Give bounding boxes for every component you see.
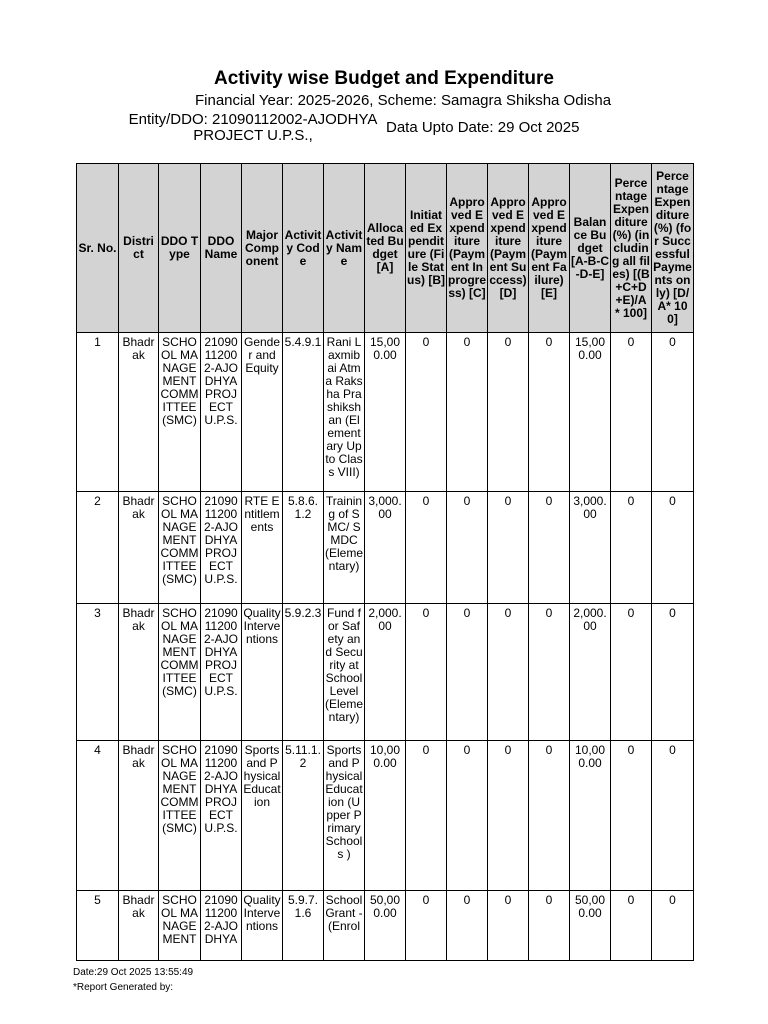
table-cell: 0 bbox=[652, 333, 694, 492]
table-cell: Bhadrak bbox=[119, 891, 159, 961]
table-row bbox=[77, 492, 694, 604]
data-upto-date: Data Upto Date: 29 Oct 2025 bbox=[386, 119, 580, 136]
table-cell: 10,000.00 bbox=[365, 741, 406, 891]
table-cell: 5 bbox=[77, 891, 119, 961]
table-cell: RTE Entitlements bbox=[242, 492, 283, 604]
report-title: Activity wise Budget and Expenditure bbox=[214, 68, 554, 89]
table-cell: 0 bbox=[529, 741, 570, 891]
column-header: Approved Expenditure (Payment Success) [D] bbox=[488, 164, 529, 333]
table-cell: 21090112002-AJODHYA bbox=[201, 891, 242, 961]
table-cell: 5.9.2.3 bbox=[283, 604, 324, 741]
table-cell: 0 bbox=[447, 604, 488, 741]
table-cell: 2 bbox=[77, 492, 119, 604]
column-header: Approved Expenditure (Payment In progress) [C] bbox=[447, 164, 488, 333]
table-cell: 0 bbox=[529, 604, 570, 741]
table-cell: 4 bbox=[77, 741, 119, 891]
table-cell: Bhadrak bbox=[119, 333, 159, 492]
column-header: Approved Expenditure (Payment Failure) [E] bbox=[529, 164, 570, 333]
table-cell: 2,000.00 bbox=[570, 604, 611, 741]
table-cell: SCHOOL MANAGEMENT COMMITTEE (SMC) bbox=[159, 741, 201, 891]
table-cell: 3,000.00 bbox=[570, 492, 611, 604]
table-row bbox=[77, 741, 694, 891]
table-cell: 0 bbox=[406, 604, 447, 741]
table-cell: 1 bbox=[77, 333, 119, 492]
table-row bbox=[77, 891, 694, 961]
column-header: Percentage Expenditure(%) (including all files) [(B+C+D+E)/A * 100] bbox=[611, 164, 652, 333]
table-row bbox=[77, 604, 694, 741]
table-cell: 2,000.00 bbox=[365, 604, 406, 741]
column-header: Activity Code bbox=[283, 164, 324, 333]
table-cell: 0 bbox=[447, 741, 488, 891]
table-cell: 0 bbox=[447, 891, 488, 961]
table-cell: 0 bbox=[488, 333, 529, 492]
table-cell: 3 bbox=[77, 604, 119, 741]
table-cell: 15,000.00 bbox=[570, 333, 611, 492]
table-cell: 0 bbox=[447, 333, 488, 492]
column-header: Sr. No. bbox=[77, 164, 119, 333]
table-cell: SCHOOL MANAGEMENT COMMITTEE (SMC) bbox=[159, 604, 201, 741]
table-cell: 0 bbox=[406, 891, 447, 961]
column-header: Initiated Expenditure (File Status) [B] bbox=[406, 164, 447, 333]
table-cell: 0 bbox=[447, 492, 488, 604]
table-cell: 0 bbox=[611, 604, 652, 741]
table-cell: 21090112002-AJODHYA PROJECT U.P.S. bbox=[201, 333, 242, 492]
table-cell: 5.9.7.1.6 bbox=[283, 891, 324, 961]
table-cell: 15,000.00 bbox=[365, 333, 406, 492]
table-cell: 21090112002-AJODHYA PROJECT U.P.S. bbox=[201, 741, 242, 891]
table-cell: 0 bbox=[529, 333, 570, 492]
table-cell: Bhadrak bbox=[119, 604, 159, 741]
table-cell: 50,000.00 bbox=[365, 891, 406, 961]
table-cell: SCHOOL MANAGEMENT COMMITTEE (SMC) bbox=[159, 492, 201, 604]
table-cell: SCHOOL MANAGEMENT bbox=[159, 891, 201, 961]
column-header: Activity Name bbox=[324, 164, 365, 333]
budget-expenditure-table bbox=[76, 163, 694, 961]
table-cell: 21090112002-AJODHYA PROJECT U.P.S. bbox=[201, 604, 242, 741]
table-header-row bbox=[77, 164, 694, 333]
table-cell: 0 bbox=[652, 604, 694, 741]
table-cell: 0 bbox=[652, 741, 694, 891]
table-cell: 0 bbox=[529, 492, 570, 604]
table-cell: Sports and Physical Education (Upper Primary Schools ) bbox=[324, 741, 365, 891]
table-cell: 0 bbox=[488, 604, 529, 741]
table-cell: 0 bbox=[611, 333, 652, 492]
footer-generated-by: *Report Generated by: bbox=[73, 982, 174, 993]
table-cell: 10,000.00 bbox=[570, 741, 611, 891]
entity-ddo: Entity/DDO: 21090112002-AJODHYA PROJECT U.P.S., bbox=[128, 111, 378, 144]
table-cell: School Grant - (Enrol bbox=[324, 891, 365, 961]
table-cell: Gender and Equity bbox=[242, 333, 283, 492]
table-cell: 0 bbox=[611, 741, 652, 891]
table-cell: Bhadrak bbox=[119, 741, 159, 891]
table-cell: Bhadrak bbox=[119, 492, 159, 604]
table-cell: 5.8.6.1.2 bbox=[283, 492, 324, 604]
table-cell: 3,000.00 bbox=[365, 492, 406, 604]
column-header: District bbox=[119, 164, 159, 333]
table-cell: 0 bbox=[488, 891, 529, 961]
table-cell: Quality Interventions bbox=[242, 604, 283, 741]
table-cell: 0 bbox=[652, 891, 694, 961]
table-cell: 0 bbox=[611, 492, 652, 604]
table-cell: 50,000.00 bbox=[570, 891, 611, 961]
table-cell: 5.4.9.1 bbox=[283, 333, 324, 492]
table-cell: 0 bbox=[488, 492, 529, 604]
table-cell: 0 bbox=[406, 333, 447, 492]
column-header: Allocated Budget [A] bbox=[365, 164, 406, 333]
table-cell: 0 bbox=[406, 741, 447, 891]
table-cell: Rani Laxmibai Atma Raksha Prashikshan (Elementary Upto Class VIII) bbox=[324, 333, 365, 492]
column-header: DDO Type bbox=[159, 164, 201, 333]
table-cell: 0 bbox=[488, 741, 529, 891]
financial-year-scheme: Financial Year: 2025-2026, Scheme: Samagra Shiksha Odisha bbox=[195, 92, 612, 109]
column-header: DDO Name bbox=[201, 164, 242, 333]
table-body bbox=[77, 333, 694, 961]
column-header: Balance Budget [A-B-C-D-E] bbox=[570, 164, 611, 333]
column-header: Percentage Expenditure(%) (for Successful Payments only) [D/A* 100] bbox=[652, 164, 694, 333]
table-cell: 0 bbox=[652, 492, 694, 604]
table-cell: SCHOOL MANAGEMENT COMMITTEE (SMC) bbox=[159, 333, 201, 492]
table-cell: 21090112002-AJODHYA PROJECT U.P.S. bbox=[201, 492, 242, 604]
table-cell: Sports and Physical Education bbox=[242, 741, 283, 891]
footer-date: Date:29 Oct 2025 13:55:49 bbox=[73, 967, 194, 978]
table-cell: Training of SMC/ SMDC (Elementary) bbox=[324, 492, 365, 604]
table-cell: 5.11.1.2 bbox=[283, 741, 324, 891]
table-row bbox=[77, 333, 694, 492]
table-cell: 0 bbox=[529, 891, 570, 961]
table-cell: Quality Interventions bbox=[242, 891, 283, 961]
table-cell: 0 bbox=[611, 891, 652, 961]
table-cell: Fund for Safety and Security at School Level (Elementary) bbox=[324, 604, 365, 741]
table-cell: 0 bbox=[406, 492, 447, 604]
column-header: Major Component bbox=[242, 164, 283, 333]
